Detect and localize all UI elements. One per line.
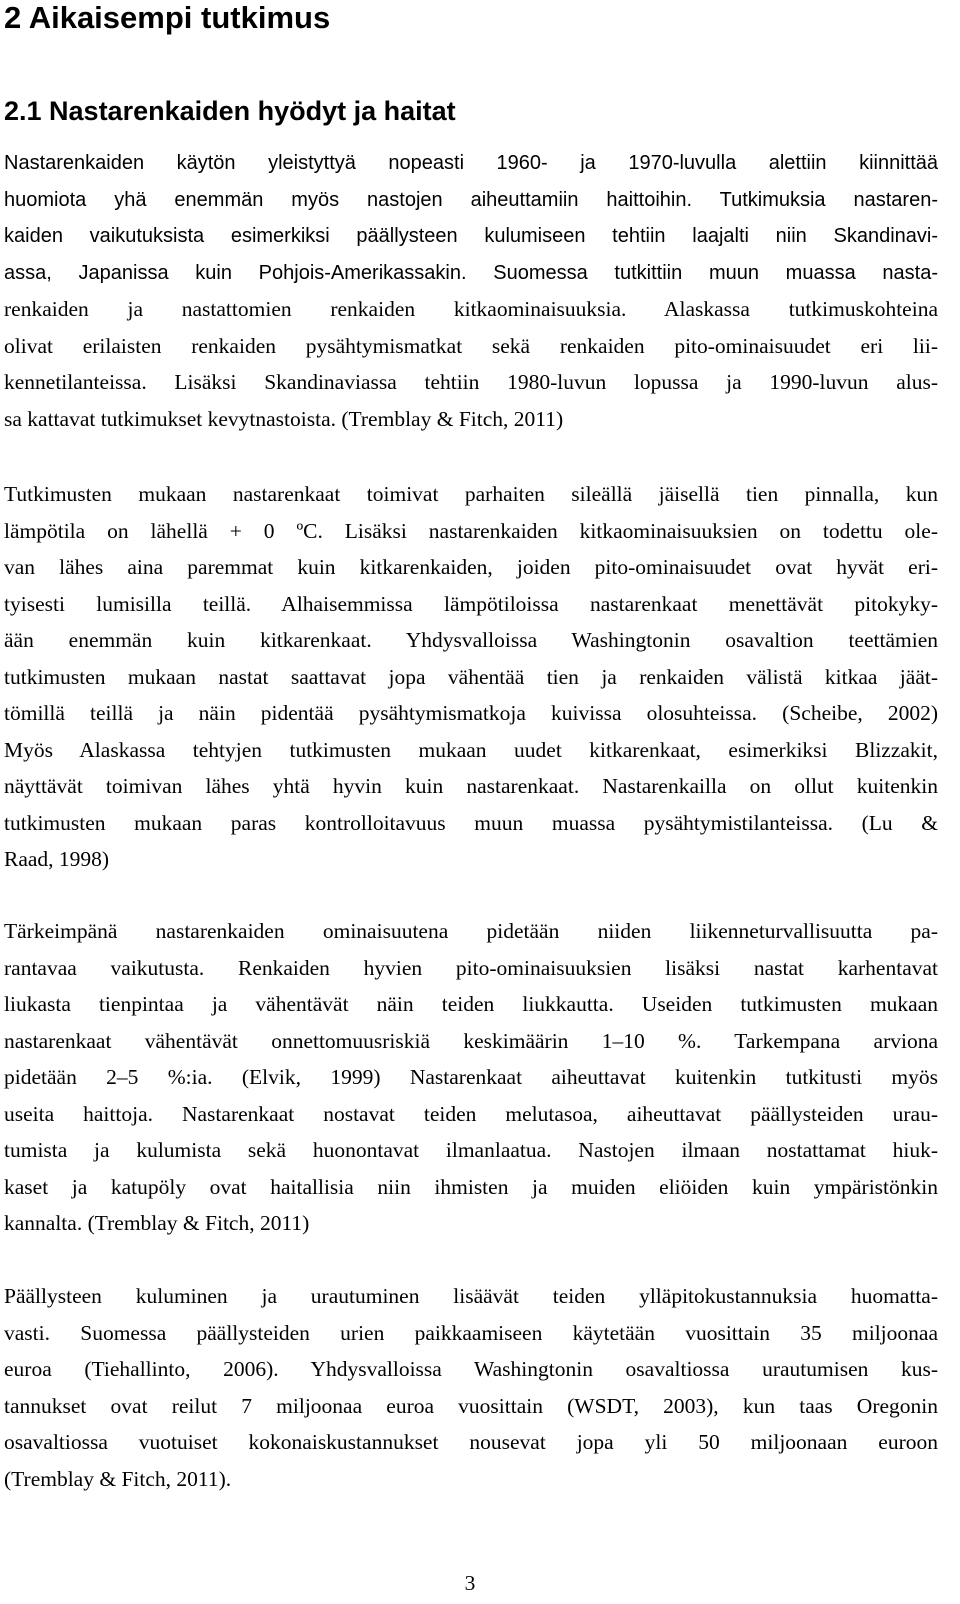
text-line: van lähes aina paremmat kuin kitkarenkaiden, joiden pito-ominaisuudet ovat hyvät eri- [4, 555, 938, 579]
paragraph-1 [4, 145, 938, 437]
text-line: tannukset ovat reilut 7 miljoonaa euroa vuosittain (WSDT, 2003), kun taas Oregonin [4, 1393, 938, 1418]
text-line: Päällysteen kuluminen ja urautuminen lisäävät teiden ylläpitokustannuksia huomatta- [4, 1284, 938, 1308]
text-line: huomiota yhä enemmän myös nastojen aiheuttamiin haittoihin. Tutkimuksia nastaren- [4, 188, 938, 211]
text-line: Tutkimusten mukaan nastarenkaat toimivat parhaiten sileällä jäisellä tien pinnalla, kun [4, 482, 938, 506]
text-line: kennetilanteissa. Lisäksi Skandinaviassa tehtiin 1980-luvun lopussa ja 1990-luvun alus- [4, 370, 938, 394]
text-line: Myös Alaskassa tehtyjen tutkimusten mukaan uudet kitkarenkaat, esimerkiksi Blizzakit, [4, 737, 938, 762]
page-number: 3 [464, 1571, 476, 1595]
section-heading: 2.1 Nastarenkaiden hyödyt ja haitat [4, 96, 456, 126]
text-line: tutkimusten mukaan paras kontrolloitavuus muun muassa pysähtymistilanteissa. (Lu & [4, 810, 938, 835]
text-line: tumista ja kulumista sekä huonontavat ilmanlaatua. Nastojen ilmaan nostattamat hiuk- [4, 1138, 938, 1162]
text-line: euroa (Tiehallinto, 2006). Yhdysvalloissa Washingtonin osavaltiossa urautumisen kus- [4, 1357, 938, 1381]
paragraph-2 [4, 476, 938, 878]
text-line: kaiden vaikutuksista esimerkiksi päällysteen kulumiseen tehtiin laajalti niin Skandinavi- [4, 225, 938, 247]
text-line: renkaiden ja nastattomien renkaiden kitkaominaisuuksia. Alaskassa tutkimuskohteina [4, 297, 938, 321]
text-line: tutkimusten mukaan nastat saattavat jopa vähentää tien ja renkaiden välistä kitkaa jäät- [4, 664, 938, 689]
text-line: liukasta tienpintaa ja vähentävät näin teiden liukkautta. Useiden tutkimusten mukaan [4, 992, 938, 1016]
text-line: osavaltiossa vuotuiset kokonaiskustannukset nousevat jopa yli 50 miljoonaan euroon [4, 1430, 938, 1454]
text-line: vasti. Suomessa päällysteiden urien paikkaamiseen käytetään vuosittain 35 miljoonaa [4, 1320, 938, 1345]
text-line: (Tremblay & Fitch, 2011). [4, 1466, 232, 1491]
text-line: Tärkeimpänä nastarenkaiden ominaisuutena pidetään niiden liikenneturvallisuutta pa- [4, 919, 938, 943]
text-line: ään enemmän kuin kitkarenkaat. Yhdysvalloissa Washingtonin osavaltion teettämien [4, 628, 938, 652]
text-line: kaset ja katupöly ovat haitallisia niin ihmisten ja muiden eliöiden kuin ympäristönkin [4, 1174, 938, 1199]
text-line: useita haittoja. Nastarenkaat nostavat teiden melutasoa, aiheuttavat päällysteiden urau- [4, 1101, 938, 1126]
text-line: nastarenkaat vähentävät onnettomuusriskiä keskimäärin 1–10 %. Tarkempana arviona [4, 1028, 938, 1053]
text-line: lämpötila on lähellä + 0 ºC. Lisäksi nastarenkaiden kitkaominaisuuksien on todettu ole- [4, 518, 938, 543]
text-line: pidetään 2–5 %:ia. (Elvik, 1999) Nastarenkaat aiheuttavat kuitenkin tutkitusti myös [4, 1065, 938, 1089]
text-line: sa kattavat tutkimukset kevytnastoista. (Tremblay & Fitch, 2011) [4, 406, 564, 431]
text-line: Raad, 1998) [4, 847, 110, 871]
text-line: näyttävät toimivan lähes yhtä hyvin kuin nastarenkaat. Nastarenkailla on ollut kuitenkin [4, 774, 938, 798]
text-line: assa, Japanissa kuin Pohjois-Amerikassakin. Suomessa tutkittiin muun muassa nasta- [4, 261, 938, 284]
text-line: tyisesti lumisilla teillä. Alhaisemmissa lämpötiloissa nastarenkaat menettävät pitokyky- [4, 591, 938, 616]
text-line: Nastarenkaiden käytön yleistyttyä nopeasti 1960- ja 1970-luvulla alettiin kiinnittää [4, 152, 938, 174]
chapter-heading: 2 Aikaisempi tutkimus [4, 0, 331, 35]
paragraph-4 [4, 1278, 938, 1497]
text-line: tömillä teillä ja näin pidentää pysähtymismatkoja kuivissa olosuhteissa. (Scheibe, 2002) [4, 701, 938, 725]
text-line: rantavaa vaikutusta. Renkaiden hyvien pito-ominaisuuksien lisäksi nastat karhentavat [4, 955, 938, 980]
paragraph-3 [4, 913, 938, 1242]
text-line: kannalta. (Tremblay & Fitch, 2011) [4, 1211, 310, 1235]
text-line: olivat erilaisten renkaiden pysähtymismatkat sekä renkaiden pito-ominaisuudet eri lii- [4, 333, 938, 358]
